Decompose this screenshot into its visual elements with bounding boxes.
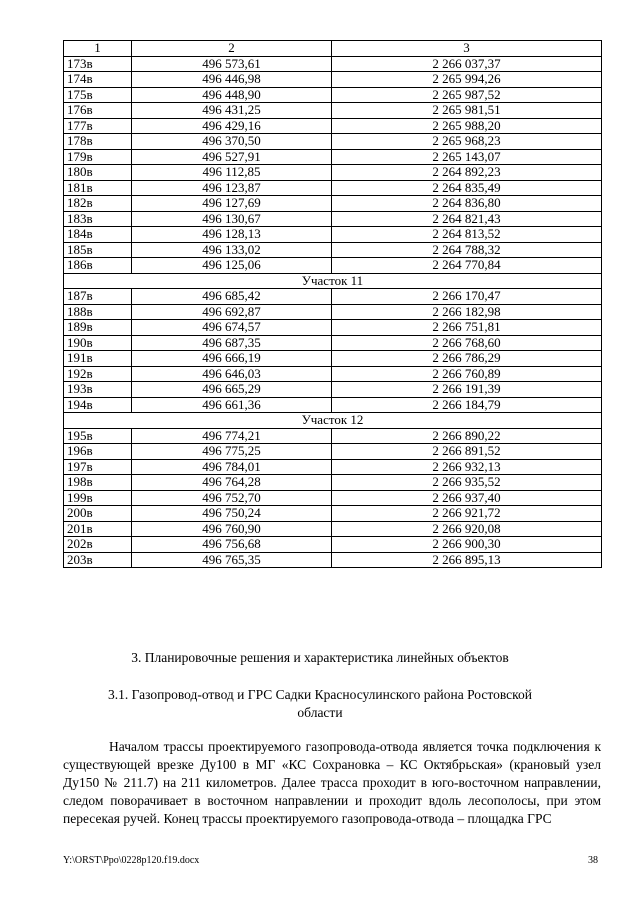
y-coordinate-cell: 2 264 788,32 bbox=[332, 242, 602, 258]
point-id-cell: 194в bbox=[64, 397, 132, 413]
point-id-cell: 187в bbox=[64, 289, 132, 305]
x-coordinate-cell: 496 784,01 bbox=[132, 459, 332, 475]
x-coordinate-cell: 496 752,70 bbox=[132, 490, 332, 506]
x-coordinate-cell: 496 446,98 bbox=[132, 72, 332, 88]
point-id-cell: 175в bbox=[64, 87, 132, 103]
x-coordinate-cell: 496 527,91 bbox=[132, 149, 332, 165]
x-coordinate-cell: 496 687,35 bbox=[132, 335, 332, 351]
y-coordinate-cell: 2 265 968,23 bbox=[332, 134, 602, 150]
y-coordinate-cell: 2 266 182,98 bbox=[332, 304, 602, 320]
y-coordinate-cell: 2 265 987,52 bbox=[332, 87, 602, 103]
x-coordinate-cell: 496 123,87 bbox=[132, 180, 332, 196]
point-id-cell: 188в bbox=[64, 304, 132, 320]
table-row bbox=[64, 490, 602, 506]
point-id-cell: 195в bbox=[64, 428, 132, 444]
y-coordinate-cell: 2 266 891,52 bbox=[332, 444, 602, 460]
footer-page-number: 38 bbox=[588, 855, 598, 866]
point-id-cell: 174в bbox=[64, 72, 132, 88]
y-coordinate-cell: 2 266 786,29 bbox=[332, 351, 602, 367]
point-id-cell: 185в bbox=[64, 242, 132, 258]
x-coordinate-cell: 496 666,19 bbox=[132, 351, 332, 367]
column-header-2: 2 bbox=[132, 41, 332, 57]
table-row bbox=[64, 87, 602, 103]
point-id-cell: 190в bbox=[64, 335, 132, 351]
point-id-cell: 191в bbox=[64, 351, 132, 367]
y-coordinate-cell: 2 266 935,52 bbox=[332, 475, 602, 491]
point-id-cell: 200в bbox=[64, 506, 132, 522]
table-row bbox=[64, 56, 602, 72]
section-label: Участок 12 bbox=[64, 413, 602, 429]
x-coordinate-cell: 496 774,21 bbox=[132, 428, 332, 444]
table-row bbox=[64, 475, 602, 491]
y-coordinate-cell: 2 266 184,79 bbox=[332, 397, 602, 413]
table-section-row bbox=[64, 273, 602, 289]
table-row bbox=[64, 103, 602, 119]
point-id-cell: 186в bbox=[64, 258, 132, 274]
y-coordinate-cell: 2 266 920,08 bbox=[332, 521, 602, 537]
table-row bbox=[64, 304, 602, 320]
x-coordinate-cell: 496 765,35 bbox=[132, 552, 332, 568]
table-row bbox=[64, 134, 602, 150]
table-row bbox=[64, 552, 602, 568]
x-coordinate-cell: 496 692,87 bbox=[132, 304, 332, 320]
x-coordinate-cell: 496 127,69 bbox=[132, 196, 332, 212]
table-row bbox=[64, 149, 602, 165]
table-row bbox=[64, 289, 602, 305]
x-coordinate-cell: 496 775,25 bbox=[132, 444, 332, 460]
point-id-cell: 193в bbox=[64, 382, 132, 398]
x-coordinate-cell: 496 112,85 bbox=[132, 165, 332, 181]
table-row bbox=[64, 211, 602, 227]
table-row bbox=[64, 258, 602, 274]
point-id-cell: 198в bbox=[64, 475, 132, 491]
table-row bbox=[64, 444, 602, 460]
footer-file-path: Y:\ORST\Ppo\0228p120.f19.docx bbox=[63, 855, 200, 866]
section-label: Участок 11 bbox=[64, 273, 602, 289]
point-id-cell: 181в bbox=[64, 180, 132, 196]
y-coordinate-cell: 2 266 760,89 bbox=[332, 366, 602, 382]
x-coordinate-cell: 496 674,57 bbox=[132, 320, 332, 336]
table-row bbox=[64, 537, 602, 553]
point-id-cell: 196в bbox=[64, 444, 132, 460]
point-id-cell: 182в bbox=[64, 196, 132, 212]
y-coordinate-cell: 2 266 170,47 bbox=[332, 289, 602, 305]
x-coordinate-cell: 496 764,28 bbox=[132, 475, 332, 491]
x-coordinate-cell: 496 661,36 bbox=[132, 397, 332, 413]
table-row bbox=[64, 428, 602, 444]
y-coordinate-cell: 2 265 988,20 bbox=[332, 118, 602, 134]
y-coordinate-cell: 2 265 981,51 bbox=[332, 103, 602, 119]
point-id-cell: 173в bbox=[64, 56, 132, 72]
y-coordinate-cell: 2 266 890,22 bbox=[332, 428, 602, 444]
y-coordinate-cell: 2 266 191,39 bbox=[332, 382, 602, 398]
x-coordinate-cell: 496 130,67 bbox=[132, 211, 332, 227]
table-row bbox=[64, 118, 602, 134]
table-row bbox=[64, 382, 602, 398]
y-coordinate-cell: 2 265 994,26 bbox=[332, 72, 602, 88]
point-id-cell: 202в bbox=[64, 537, 132, 553]
y-coordinate-cell: 2 265 143,07 bbox=[332, 149, 602, 165]
y-coordinate-cell: 2 264 770,84 bbox=[332, 258, 602, 274]
x-coordinate-cell: 496 646,03 bbox=[132, 366, 332, 382]
y-coordinate-cell: 2 264 835,49 bbox=[332, 180, 602, 196]
body-paragraph: Началом трассы проектируемого газопровода-отвода является точка подключения к существующей врезке Ду100 в МГ «КС Сохрановка – КС Октябрьская» (крановый узел Ду150 № 211.7) на 211 километров. Далее трасса проходит в юго-восточном направлении, следом поворачивает в восточном направлении и проходит вдоль лесополосы, при этом пересекая ручей. Конец трассы проектируемого газопровода-отвода – площадка ГРС bbox=[63, 739, 601, 826]
table-row bbox=[64, 521, 602, 537]
point-id-cell: 203в bbox=[64, 552, 132, 568]
x-coordinate-cell: 496 760,90 bbox=[132, 521, 332, 537]
x-coordinate-cell: 496 128,13 bbox=[132, 227, 332, 243]
table-row bbox=[64, 227, 602, 243]
y-coordinate-cell: 2 266 932,13 bbox=[332, 459, 602, 475]
table-row bbox=[64, 459, 602, 475]
table-row bbox=[64, 320, 602, 336]
x-coordinate-cell: 496 750,24 bbox=[132, 506, 332, 522]
point-id-cell: 192в bbox=[64, 366, 132, 382]
x-coordinate-cell: 496 133,02 bbox=[132, 242, 332, 258]
table-row bbox=[64, 196, 602, 212]
y-coordinate-cell: 2 264 836,80 bbox=[332, 196, 602, 212]
table-row bbox=[64, 180, 602, 196]
point-id-cell: 176в bbox=[64, 103, 132, 119]
table-row bbox=[64, 506, 602, 522]
y-coordinate-cell: 2 266 751,81 bbox=[332, 320, 602, 336]
point-id-cell: 178в bbox=[64, 134, 132, 150]
y-coordinate-cell: 2 264 813,52 bbox=[332, 227, 602, 243]
point-id-cell: 183в bbox=[64, 211, 132, 227]
column-header-1: 1 bbox=[64, 41, 132, 57]
table-row bbox=[64, 397, 602, 413]
point-id-cell: 177в bbox=[64, 118, 132, 134]
x-coordinate-cell: 496 665,29 bbox=[132, 382, 332, 398]
table-row bbox=[64, 351, 602, 367]
table-row bbox=[64, 72, 602, 88]
point-id-cell: 184в bbox=[64, 227, 132, 243]
point-id-cell: 179в bbox=[64, 149, 132, 165]
table-row bbox=[64, 165, 602, 181]
table-row bbox=[64, 366, 602, 382]
x-coordinate-cell: 496 370,50 bbox=[132, 134, 332, 150]
y-coordinate-cell: 2 264 892,23 bbox=[332, 165, 602, 181]
point-id-cell: 201в bbox=[64, 521, 132, 537]
x-coordinate-cell: 496 448,90 bbox=[132, 87, 332, 103]
point-id-cell: 197в bbox=[64, 459, 132, 475]
table-section-row bbox=[64, 413, 602, 429]
y-coordinate-cell: 2 266 768,60 bbox=[332, 335, 602, 351]
x-coordinate-cell: 496 685,42 bbox=[132, 289, 332, 305]
x-coordinate-cell: 496 429,16 bbox=[132, 118, 332, 134]
y-coordinate-cell: 2 266 937,40 bbox=[332, 490, 602, 506]
coordinates-table bbox=[63, 40, 602, 568]
y-coordinate-cell: 2 264 821,43 bbox=[332, 211, 602, 227]
x-coordinate-cell: 496 125,06 bbox=[132, 258, 332, 274]
y-coordinate-cell: 2 266 921,72 bbox=[332, 506, 602, 522]
table-row bbox=[64, 242, 602, 258]
point-id-cell: 199в bbox=[64, 490, 132, 506]
coordinates-table-body bbox=[64, 41, 602, 568]
point-id-cell: 180в bbox=[64, 165, 132, 181]
x-coordinate-cell: 496 756,68 bbox=[132, 537, 332, 553]
section-heading-3: 3. Планировочные решения и характеристика линейных объектов bbox=[131, 650, 509, 665]
y-coordinate-cell: 2 266 900,30 bbox=[332, 537, 602, 553]
y-coordinate-cell: 2 266 037,37 bbox=[332, 56, 602, 72]
table-header-row bbox=[64, 41, 602, 57]
column-header-3: 3 bbox=[332, 41, 602, 57]
point-id-cell: 189в bbox=[64, 320, 132, 336]
y-coordinate-cell: 2 266 895,13 bbox=[332, 552, 602, 568]
table-row bbox=[64, 335, 602, 351]
x-coordinate-cell: 496 573,61 bbox=[132, 56, 332, 72]
section-heading-3-1: 3.1. Газопровод-отвод и ГРС Садки Красносулинского района Ростовской области bbox=[108, 687, 532, 720]
x-coordinate-cell: 496 431,25 bbox=[132, 103, 332, 119]
